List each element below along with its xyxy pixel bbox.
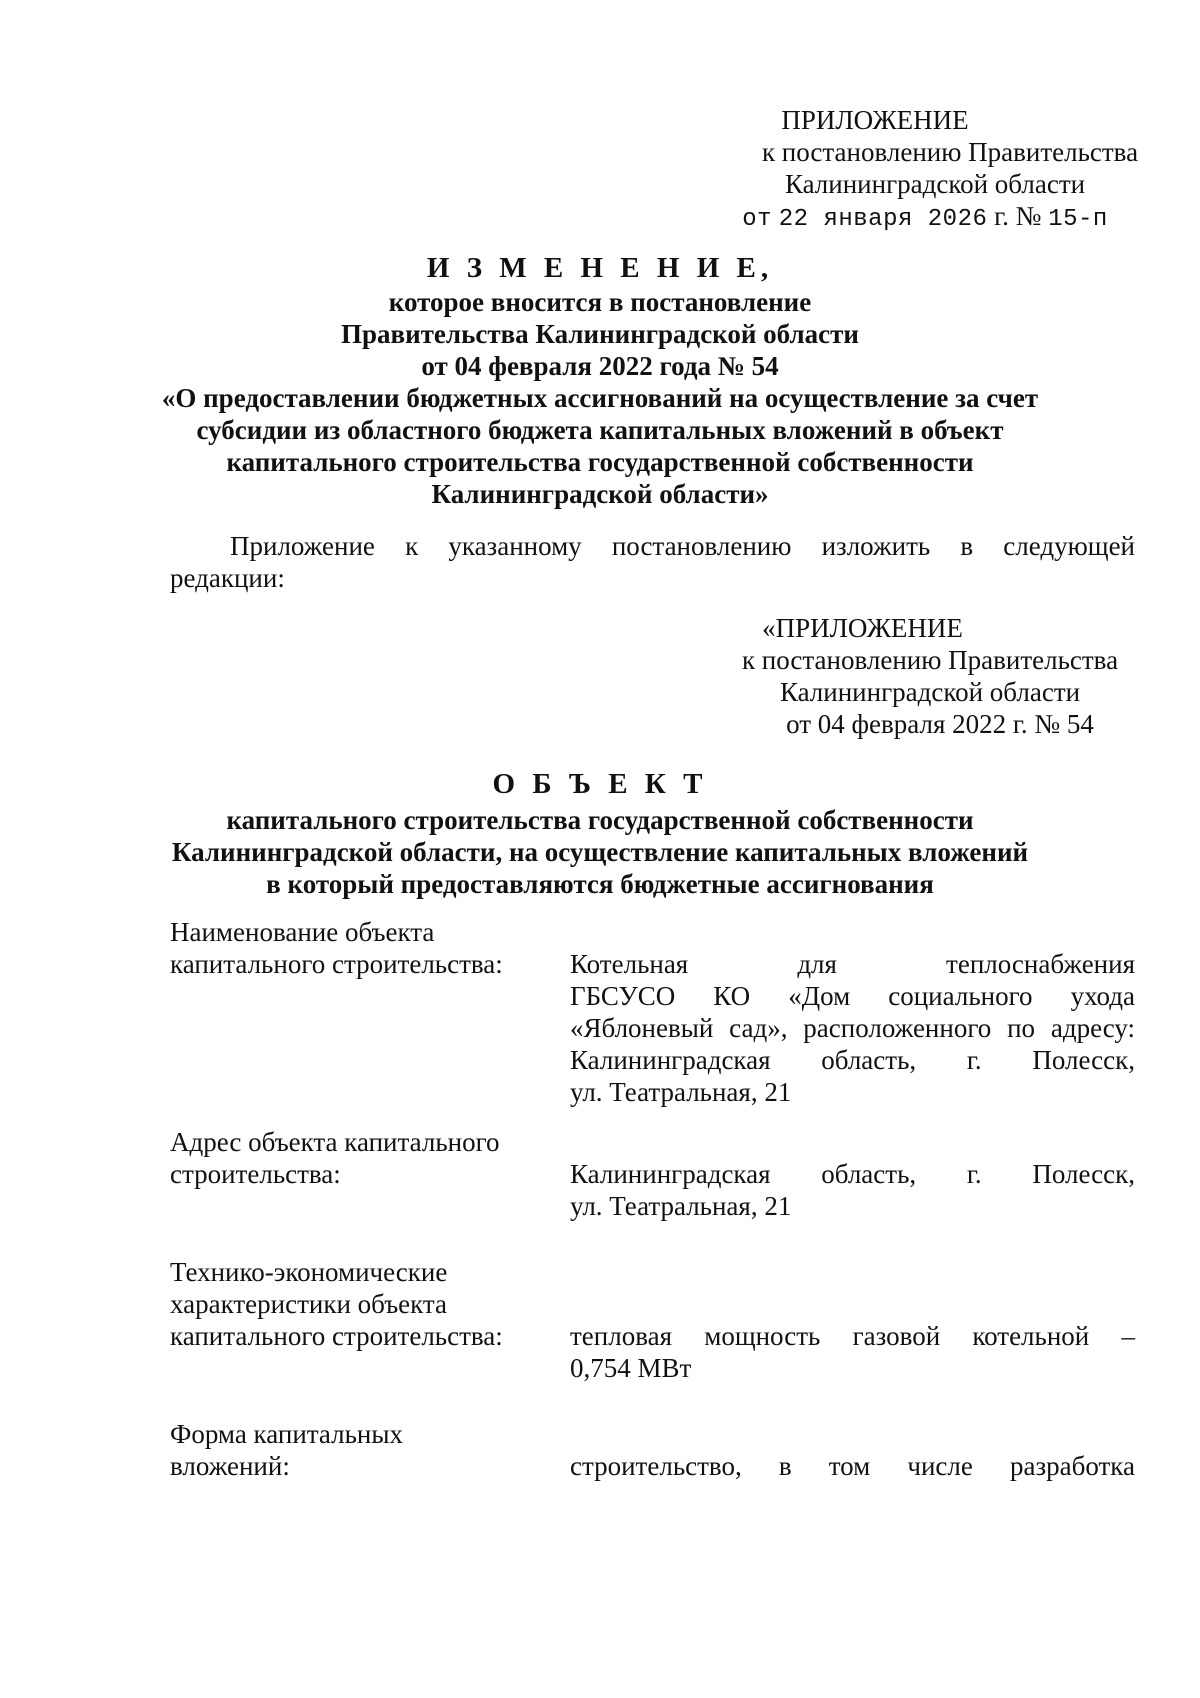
change-title: И З М Е Н Е Н И Е, — [426, 252, 774, 284]
field-value — [570, 948, 1135, 1108]
word: сад», — [729, 1013, 788, 1043]
appendix-date-line — [690, 200, 1160, 236]
word: котельной — [972, 1321, 1090, 1351]
word: КО — [713, 981, 751, 1011]
field-value-line: 0,754 МВт — [570, 1353, 692, 1383]
word: газовой — [852, 1321, 941, 1351]
word: Котельная — [570, 949, 689, 979]
change-line: которое вносится в постановление — [388, 287, 812, 317]
word: разработка — [1009, 1451, 1135, 1481]
change-line: Правительства Калининградской области — [341, 319, 859, 349]
word: Калининградская — [570, 1159, 771, 1189]
change-line: «О предоставлении бюджетных ассигнований на осуществление за счет — [161, 383, 1039, 413]
field-label-line: капитального строительства: — [170, 1321, 503, 1351]
word: строительство, — [570, 1451, 742, 1481]
field-label-line: капитального строительства: — [170, 949, 503, 979]
appendix-line-2: Калининградской области — [784, 169, 1086, 199]
field-label-line: Технико-экономические — [170, 1257, 448, 1287]
word: мощность — [704, 1321, 821, 1351]
field-value-line — [570, 948, 1135, 980]
object-line: Калининградской области, на осуществление капитальных вложений — [171, 837, 1029, 867]
inner-appendix-header — [730, 612, 1130, 740]
word: Приложение — [230, 531, 375, 561]
appendix-line-1: к постановлению Правительства — [761, 137, 1139, 167]
word: расположенного — [803, 1013, 992, 1043]
word: область, — [821, 1045, 917, 1075]
word: – — [1121, 1321, 1135, 1351]
word: г. — [966, 1045, 982, 1075]
field-value-line — [570, 1320, 1135, 1352]
field-value-line — [570, 1450, 1135, 1482]
field-label-line: характеристики объекта — [170, 1289, 448, 1319]
word: изложить — [821, 531, 931, 561]
word: Полесск, — [1032, 1045, 1135, 1075]
field-label — [170, 1256, 550, 1352]
appendix-header — [740, 104, 1160, 236]
word: теплоснабжения — [946, 949, 1135, 979]
change-line: субсидии из областного бюджета капитальных вложений в объект — [196, 415, 1004, 445]
word: область, — [821, 1159, 917, 1189]
change-line: капитального строительства государственной собственности — [226, 447, 974, 477]
field-value-line — [570, 980, 1135, 1012]
field-value-line — [570, 1012, 1135, 1044]
intro-paragraph — [170, 530, 1135, 594]
word: указанному — [448, 531, 582, 561]
inner-appendix-line-3: от 04 февраля 2022 г. № 54 — [786, 709, 1094, 739]
field-label-line: Форма капитальных — [170, 1419, 404, 1449]
inner-appendix-line-1: к постановлению Правительства — [741, 645, 1119, 675]
intro-line-1 — [170, 530, 1135, 562]
field-label-line: вложений: — [170, 1451, 290, 1481]
field-value-line: ул. Театральная, 21 — [570, 1191, 792, 1221]
field-label-line: строительства: — [170, 1159, 341, 1189]
field-value — [570, 1158, 1135, 1222]
intro-line-2: редакции: — [170, 563, 285, 593]
word: ГБСУСО — [570, 981, 676, 1011]
field-value-line — [570, 1044, 1135, 1076]
word: том — [828, 1451, 871, 1481]
word: для — [797, 949, 837, 979]
change-line: Калининградской области» — [431, 479, 769, 509]
field-value — [570, 1320, 1135, 1384]
field-value-line — [570, 1158, 1135, 1190]
word: числе — [907, 1451, 973, 1481]
word: постановлению — [611, 531, 792, 561]
field-label — [170, 1126, 550, 1190]
word: г. — [966, 1159, 982, 1189]
word: адресу: — [1050, 1013, 1135, 1043]
appendix-date-prefix: от — [742, 206, 772, 233]
field-value — [570, 1450, 1135, 1482]
inner-appendix-title: «ПРИЛОЖЕНИЕ — [762, 613, 963, 643]
word: тепловая — [570, 1321, 673, 1351]
word: ухода — [1070, 981, 1135, 1011]
field-label — [170, 1418, 550, 1482]
field-label — [170, 916, 550, 980]
change-line: от 04 февраля 2022 года № 54 — [421, 351, 779, 381]
word: следующей — [1003, 531, 1135, 561]
word: в — [960, 531, 974, 561]
object-line: капитального строительства государственной собственности — [226, 805, 974, 835]
appendix-number: 15-п — [1048, 206, 1108, 233]
word: «Дом — [788, 981, 851, 1011]
appendix-title: ПРИЛОЖЕНИЕ — [781, 105, 969, 135]
change-heading — [120, 252, 1080, 510]
object-line: в который предоставляются бюджетные ассигнования — [266, 869, 934, 899]
field-label-line: Наименование объекта — [170, 917, 435, 947]
appendix-number-label: г. № — [994, 201, 1042, 231]
word: по — [1007, 1013, 1036, 1043]
appendix-date: 22 января 2026 — [778, 206, 988, 233]
field-label-line: Адрес объекта капитального — [170, 1127, 500, 1157]
word: Полесск, — [1032, 1159, 1135, 1189]
object-title: О Б Ъ Е К Т — [492, 768, 708, 800]
inner-appendix-line-2: Калининградской области — [779, 677, 1081, 707]
word: к — [405, 531, 419, 561]
object-heading — [120, 768, 1080, 900]
word: социального — [888, 981, 1033, 1011]
word: «Яблоневый — [570, 1013, 714, 1043]
word: в — [778, 1451, 792, 1481]
field-value-line: ул. Театральная, 21 — [570, 1077, 792, 1107]
word: Калининградская — [570, 1045, 771, 1075]
